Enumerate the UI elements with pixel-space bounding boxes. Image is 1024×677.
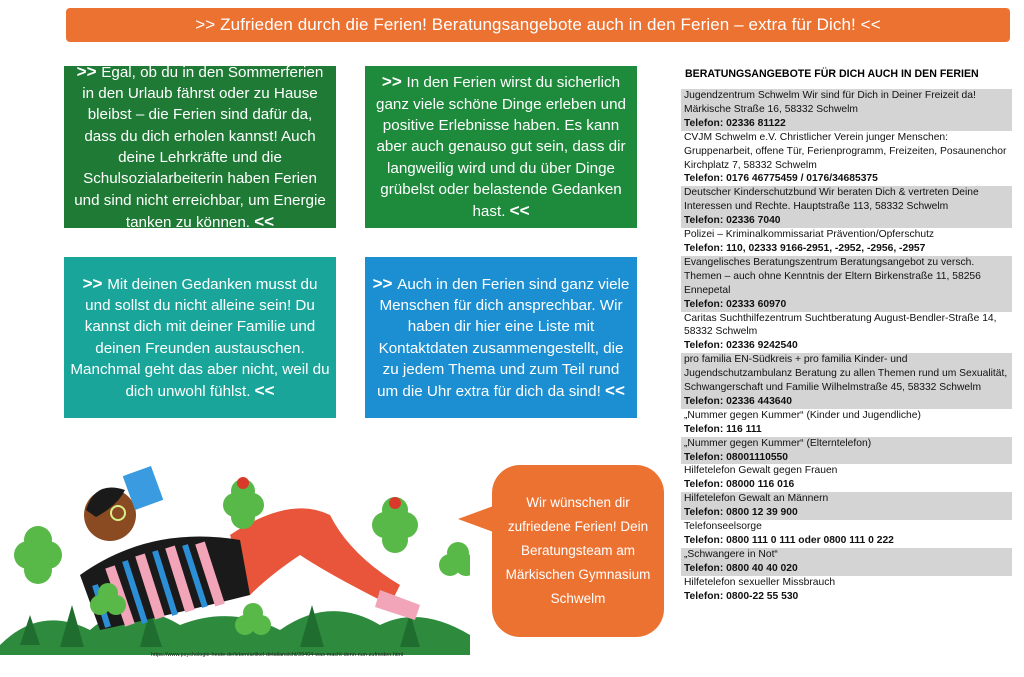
contact-desc: Jugendzentrum Schwelm Wir sind für Dich in Deiner Freizeit da! Märkische Straße 16, 58332 Schwelm	[684, 90, 976, 115]
contact-entry	[681, 353, 1012, 409]
info-box-text: Auch in den Ferien sind ganz viele Menschen für dich ansprechbar. Wir haben dir hier eine Liste mit Kontaktdaten zusammengestellt, die zu jedem Thema und zum Teil rund um die Uhr extra für dich da sind!	[377, 275, 630, 401]
open-chevrons: >>	[372, 273, 398, 293]
open-chevrons: >>	[381, 72, 407, 92]
contact-phone: Telefon: 0176 46775459 / 0176/34685375	[684, 173, 878, 185]
info-box-text: In den Ferien wirst du sicherlich ganz viele schöne Dinge erleben und positive Erlebnisse haben. Es kann aber auch genauso gut sein, dass dir langweilig wird und du über Dinge grübelst oder belastende Gedanken hast.	[376, 74, 626, 221]
contact-desc: pro familia EN-Südkreis + pro familia Kinder- und Jugendschutzambulanz Beratung zu allen Themen rund um Sexualität, Schwangerschaft und Familie Wilhelmstraße 45, 58332 Schwelm	[684, 354, 1008, 394]
contact-phone: Telefon: 02336 9242540	[684, 340, 798, 352]
contact-desc: „Nummer gegen Kummer“ (Kinder und Jugendliche)	[684, 409, 921, 421]
contact-desc: Deutscher Kinderschutzbund Wir beraten Dich & vertreten Deine Interessen und Rechte. Hauptstraße 113, 58332 Schwelm	[684, 187, 979, 213]
contact-entry	[681, 437, 1012, 465]
contact-phone: Telefon: 02333 60970	[684, 298, 787, 310]
close-chevrons: <<	[605, 381, 625, 401]
contact-desc: Telefonseelsorge	[684, 521, 762, 533]
close-chevrons: <<	[254, 211, 275, 231]
bubble-text: Wir wünschen dir zufriedene Ferien! Dein Beratungsteam am Märkischen Gymnasium Schwelm	[505, 495, 651, 606]
contact-phone: Telefon: 02336 81122	[684, 117, 786, 129]
contact-phone: Telefon: 116 111	[684, 423, 762, 435]
image-source-url: https://www.psychologie-heute.de/leben/artikel-detailansicht/39404-was-macht-denn-nun-zufrieden.html	[151, 652, 404, 658]
contact-entry	[681, 464, 1012, 492]
contact-entry	[681, 89, 1012, 131]
contact-desc: Hilfetelefon sexueller Missbrauch	[684, 576, 836, 588]
person-in-clovers-illustration	[0, 455, 470, 655]
contact-desc: CVJM Schwelm e.V. Christlicher Verein junger Menschen: Gruppenarbeit, offene Tür, Ferienprogramm, Freizeiten, Posaunenchor Kirchplatz 7, 58332 Schwelm	[684, 131, 1007, 171]
contact-entry	[681, 312, 1012, 354]
info-box-text-wrapper	[70, 273, 330, 403]
open-chevrons: >>	[76, 61, 102, 81]
contact-phone: Telefon: 08000 116 016	[684, 479, 795, 491]
contacts-list	[681, 89, 1012, 604]
contact-phone: Telefon: 0800 111 0 111 oder 0800 111 0 222	[684, 535, 894, 546]
contact-entry	[681, 256, 1012, 312]
info-box-not-alone	[64, 257, 336, 418]
contact-desc: Polizei – Kriminalkommissariat Prävention/Opferschutz	[684, 229, 935, 241]
info-box-text-wrapper	[371, 71, 631, 222]
speech-bubble-tail	[458, 505, 496, 533]
contact-entry	[681, 576, 1012, 604]
contact-entry	[681, 186, 1012, 228]
contact-phone: Telefon: 0800 40 40 020	[684, 562, 798, 574]
contact-phone: Telefon: 0800-22 55 530	[684, 590, 799, 602]
info-box-contacts	[365, 257, 637, 418]
contact-desc: Hilfetelefon Gewalt an Männern	[684, 493, 829, 505]
ladybug-icon	[389, 497, 401, 509]
contact-entry	[681, 131, 1012, 187]
banner-text: >> Zufrieden durch die Ferien! Beratungsangebote auch in den Ferien – extra für Dich! <<	[195, 15, 881, 34]
info-box-experiences	[365, 66, 637, 228]
contact-desc: Hilfetelefon Gewalt gegen Frauen	[684, 465, 838, 477]
close-chevrons: <<	[254, 381, 275, 401]
contact-phone: Telefon: 110, 02333 9166-2951, -2952, -2956, -2957	[684, 242, 926, 254]
info-box-text-wrapper	[70, 61, 330, 233]
contact-entry	[681, 492, 1012, 520]
contact-phone: Telefon: 02336 7040	[684, 215, 781, 227]
contact-entry	[681, 228, 1012, 256]
person-sock	[375, 590, 420, 620]
contact-desc: Caritas Suchthilfezentrum Suchtberatung August-Bendler-Straße 14, 58332 Schwelm	[684, 312, 997, 338]
contact-entry	[681, 520, 1012, 548]
info-box-text-wrapper	[371, 273, 631, 403]
contact-desc: „Schwangere in Not“	[684, 548, 778, 560]
open-chevrons: >>	[82, 273, 108, 293]
contact-phone: Telefon: 08001110550	[684, 451, 788, 463]
info-box-text: Egal, ob du in den Sommerferien in den Urlaub fährst oder zu Hause bleibst – die Ferien sind dafür da, dass du dich erholen kannst! Auch deine Lehrkräfte und die Schulsozialarbeiterin haben Ferien und sind nicht erreichbar, um Energie tanken zu können.	[74, 63, 326, 231]
contact-desc: „Nummer gegen Kummer“ (Elterntelefon)	[684, 437, 872, 449]
close-chevrons: <<	[509, 201, 530, 221]
speech-bubble	[492, 465, 664, 637]
contact-desc: Evangelisches Beratungszentrum Beratungsangebot zu versch. Themen – auch ohne Kenntnis der Eltern Birkenstraße 11, 58256 Ennepetal	[684, 256, 981, 296]
contact-entry	[681, 409, 1012, 437]
contact-phone: Telefon: 02336 443640	[684, 395, 792, 407]
title-banner	[66, 8, 1010, 42]
contacts-title: BERATUNGSANGEBOTE FÜR DICH AUCH IN DEN FERIEN	[685, 68, 979, 80]
info-box-text: Mit deinen Gedanken musst du und sollst du nicht alleine sein! Du kannst dich mit deiner Familie und deinen Freunden austauschen. Manchmal geht das aber nicht, weil du dich unwohl fühlst.	[70, 275, 330, 401]
ladybug-icon	[237, 477, 249, 489]
info-box-holidays-rest	[64, 61, 336, 231]
contact-entry	[681, 548, 1012, 576]
contact-phone: Telefon: 0800 12 39 900	[684, 507, 798, 519]
